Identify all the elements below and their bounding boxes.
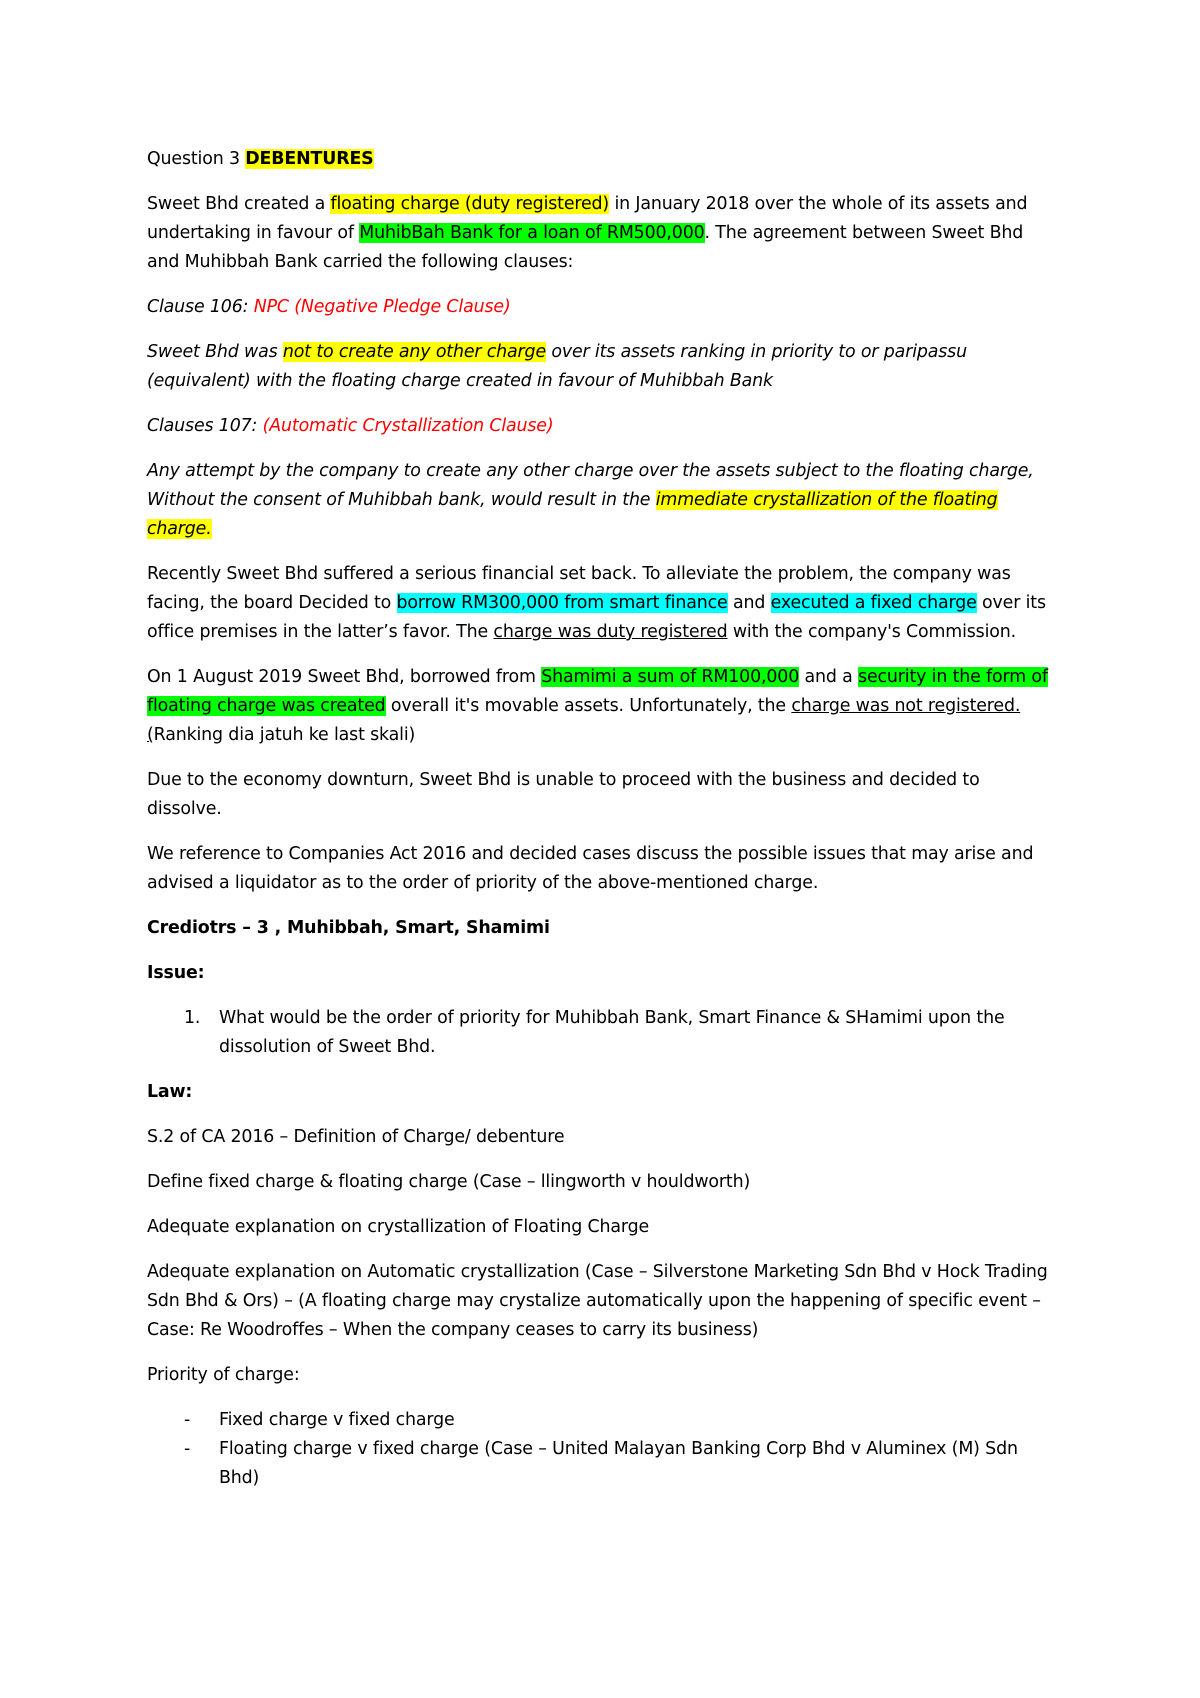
paragraph-facts-3 xyxy=(147,663,1050,750)
list-marker: 1. xyxy=(184,1008,201,1028)
highlight-floating-security: security in the form of floating charge was created xyxy=(147,667,1048,716)
highlight-shamimi-sum: Shamimi a sum of RM100,000 xyxy=(541,667,800,687)
text-run: and a xyxy=(799,667,859,687)
underline-duty-registered: charge was duty registered xyxy=(493,622,728,642)
text-run: Recently Sweet Bhd suffered a serious financial set back. To alleviate the problem, the company was facing, the board Decided to xyxy=(147,564,1011,613)
creditors-line: Crediotrs – 3 , Muhibbah, Smart, Shamimi xyxy=(147,918,550,938)
list-marker: - xyxy=(184,1439,191,1459)
clause-106-heading xyxy=(147,293,1050,322)
highlight-no-other-charge: not to create any other charge xyxy=(282,342,546,362)
text-run: over its office premises in the latter’s favor. The xyxy=(147,593,1046,642)
text-run: over its assets ranking in priority to or paripassu (equivalent) with the floating charge created in favour of Muhibbah Bank xyxy=(147,342,967,391)
clause-title-red: (Automatic Crystallization Clause) xyxy=(262,416,554,436)
law-line: Adequate explanation on Automatic crystallization (Case – Silverstone Marketing Sdn Bhd v Hock Trading Sdn Bhd & Ors) – (A floating charge may crystalize automatically upon the happening of specific event – Case: Re Woodroffes – When the company ceases to carry its business) xyxy=(147,1262,1048,1340)
question-topic: DEBENTURES xyxy=(245,149,374,169)
text-run: and xyxy=(727,593,771,613)
highlight-immediate-crystallization: immediate crystallization of the floating charge. xyxy=(147,490,998,539)
text-run: with the company's Commission. xyxy=(727,622,1016,642)
clause-label: Clause 106: xyxy=(147,297,254,317)
list-item-text: Fixed charge v fixed charge xyxy=(219,1410,455,1430)
clause-107-heading xyxy=(147,412,1050,441)
text-run: Sweet Bhd was xyxy=(147,342,283,362)
issue-list xyxy=(147,1004,1050,1062)
issue-heading: Issue: xyxy=(147,963,205,983)
law-line: Define fixed charge & floating charge (Case – llingworth v houldworth) xyxy=(147,1172,751,1192)
list-item-text: Floating charge v fixed charge (Case – United Malayan Banking Corp Bhd v Aluminex (M) Sdn Bhd) xyxy=(219,1439,1018,1488)
paragraph-facts-4: Due to the economy downturn, Sweet Bhd is unable to proceed with the business and decided to dissolve. xyxy=(147,770,980,819)
law-line: S.2 of CA 2016 – Definition of Charge/ debenture xyxy=(147,1127,565,1147)
list-item xyxy=(147,1435,1050,1493)
clause-label: Clauses 107: xyxy=(147,416,263,436)
text-run: in January 2018 over the whole of its assets and undertaking in favour of xyxy=(147,194,1028,243)
list-item xyxy=(147,1406,1050,1435)
question-title xyxy=(147,145,1050,174)
list-marker: - xyxy=(184,1410,191,1430)
highlight-fixed-charge: executed a fixed charge xyxy=(770,593,977,613)
highlight-borrow-smart: borrow RM300,000 from smart finance xyxy=(396,593,728,613)
priority-list xyxy=(147,1406,1050,1493)
highlight-muhibbah-loan: MuhibBah Bank for a loan of RM500,000 xyxy=(359,223,705,243)
text-run: Ranking dia jatuh ke last skali) xyxy=(153,725,416,745)
question-label: Question 3 xyxy=(147,149,246,169)
text-run: overall it's movable assets. Unfortunately, the xyxy=(385,696,792,716)
clause-title-red: NPC (Negative Pledge Clause) xyxy=(253,297,511,317)
text-run: On 1 August 2019 Sweet Bhd, borrowed from xyxy=(147,667,542,687)
paragraph-facts-2 xyxy=(147,560,1050,647)
list-item-text: What would be the order of priority for Muhibbah Bank, Smart Finance & SHamimi upon the dissolution of Sweet Bhd. xyxy=(219,1008,1005,1057)
text-run: Any attempt by the company to create any other charge over the assets subject to the floating charge, Without the consent of Muhibbah bank, would result in the xyxy=(147,461,1034,510)
underline-not-registered: charge was not registered. ( xyxy=(147,696,1021,745)
list-item xyxy=(147,1004,1050,1062)
text-run: . The agreement between Sweet Bhd and Muhibbah Bank carried the following clauses: xyxy=(147,223,1024,272)
law-line: Adequate explanation on crystallization of Floating Charge xyxy=(147,1217,650,1237)
clause-107-text xyxy=(147,457,1050,544)
text-run: Sweet Bhd created a xyxy=(147,194,331,214)
highlight-floating-charge: floating charge (duty registered) xyxy=(330,194,610,214)
law-line: Priority of charge: xyxy=(147,1365,300,1385)
clause-106-text xyxy=(147,338,1050,396)
paragraph-task: We reference to Companies Act 2016 and decided cases discuss the possible issues that may arise and advised a liquidator as to the order of priority of the above-mentioned charge. xyxy=(147,844,1034,893)
law-heading: Law: xyxy=(147,1082,193,1102)
paragraph-facts-1 xyxy=(147,190,1050,277)
